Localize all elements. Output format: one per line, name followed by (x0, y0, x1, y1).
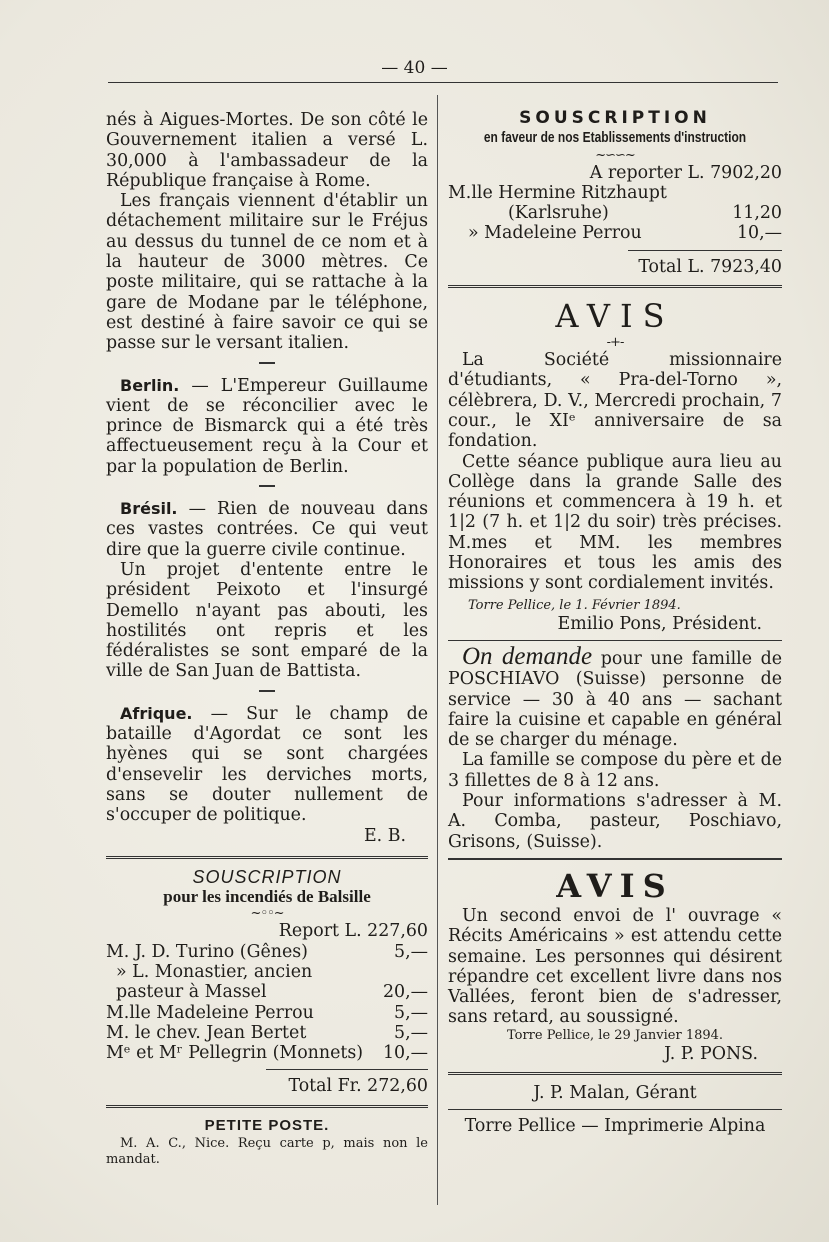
reporter-line: A reporter L. 7902,20 (589, 162, 782, 183)
afrique-text: — Sur le champ de bataille d'Agordat ce sont les hyènes qui se sont chargées d'ensevelir les derviches morts, sans se douter nullement de s'occuper de politique. (106, 703, 428, 826)
demande-paragraph-1 (448, 642, 782, 751)
entry-name: M.lle Madeleine Perrou (106, 1002, 314, 1023)
bresil-text: — Rien de nouveau dans ces vastes contrées. Ce qui veut dire que la guerre civile continue. (106, 499, 428, 560)
entry-name: » L. Monastier, ancien pasteur à Massel (116, 961, 313, 1003)
avis-paragraph-2: Cette séance publique aura lieu au Collège dans la grande Salle des réunions et commencera à 19 h. et 1|2 (7 h. et 1|2 du soir) très précises. M.mes et MM. les membres Honoraires et tous les amis des missions y sont cordialement invités. (448, 451, 782, 594)
list-item (448, 183, 782, 203)
imprimerie-line: Torre Pellice — Imprimerie Alpina (464, 1116, 766, 1137)
avis-signature: J. P. PONS. (664, 1043, 758, 1064)
avis-place-date: Torre Pellice, le 1. Février 1894. (468, 597, 681, 613)
avis-title: AVIS (555, 297, 675, 336)
entry-name: M. le chev. Jean Bertet (106, 1022, 307, 1043)
ornament: ~◦◦~ (250, 906, 284, 922)
list-item (448, 223, 782, 243)
total-rule (628, 250, 782, 251)
entry-name: M.lle Hermine Ritzhaupt (448, 182, 667, 203)
entry-amount: 11,20 (732, 203, 782, 224)
list-item (106, 962, 428, 1003)
avis-place-date: Torre Pellice, le 29 Janvier 1894. (506, 1027, 724, 1043)
avis-signature: Emilio Pons, Président. (557, 613, 762, 634)
entry-amount: 5,— (394, 1022, 428, 1043)
avis-paragraph-1: La Société missionnaire d'étudiants, « Pra-del-Torno », célèbrera, D. V., Mercredi prochain, 7 cour., le XIᵉ anniversaire de sa fondation. (448, 350, 782, 452)
list-item (106, 942, 428, 962)
report-line: Report L. 227,60 (278, 921, 428, 942)
signature: E. B. (363, 825, 406, 846)
berlin-text: — L'Empereur Guillaume vient de se réconcilier avec le prince de Bismarck qui a été très affectueusement reçu à la Cour et par la population de Berlin. (106, 375, 428, 477)
section-rule (448, 640, 782, 641)
demande-paragraph-2: La famille se compose du père et de 3 fillettes de 8 à 12 ans. (448, 750, 782, 791)
section-rule (448, 1109, 782, 1110)
total-line: Total Fr. 272,60 (288, 1076, 428, 1097)
gerant-line: J. P. Malan, Gérant (533, 1082, 697, 1103)
ornament: ~∽∽~ (595, 147, 635, 163)
entry-amount: 20,— (382, 982, 428, 1003)
section-rule (448, 285, 782, 288)
section-rule (106, 856, 428, 859)
demande-heading: On demande (462, 642, 593, 670)
entry-name: (Karlsruhe) (508, 203, 609, 224)
section-rule (448, 858, 782, 860)
berlin-article (106, 376, 428, 477)
petite-poste-title: PETITE POSTE. (204, 1116, 330, 1134)
bresil-paragraph-2: Un projet d'entente entre le président Peixoto et l'insurgé Demello n'ayant pas abouti, les hostilités ont repris et les fédéralistes se sont emparé de la ville de San Juan de Battista. (106, 559, 428, 682)
avis-title: AVIS (556, 866, 674, 905)
list-item (106, 1043, 428, 1063)
list-item (106, 1003, 428, 1023)
entry-amount: 5,— (394, 941, 428, 962)
ornament: -+- (606, 335, 624, 351)
souscription-subtitle: en faveur de nos Etablissements d'instruction (483, 129, 747, 147)
souscription-title: SOUSCRIPTION (192, 866, 342, 887)
demande-paragraph-3: Pour informations s'adresser à M. A. Comba, pasteur, Poschiavo, Grisons, (Suisse). (448, 791, 782, 852)
afrique-article (106, 704, 428, 826)
column-divider (437, 95, 438, 1205)
section-dash (259, 690, 275, 692)
entry-name: M. J. D. Turino (Gênes) (106, 941, 308, 962)
list-item (106, 1023, 428, 1043)
entry-name: » Madeleine Perrou (468, 223, 642, 244)
entry-amount: 5,— (394, 1002, 428, 1023)
total-line: Total L. 7923,40 (638, 256, 782, 277)
page-number: — 40 — (381, 58, 448, 78)
souscription-subtitle: pour les incendiés de Balsille (163, 887, 371, 907)
souscription-title: SOUSCRIPTION (519, 108, 711, 128)
entry-name: Mᵉ et Mʳ Pellegrin (Monnets) (106, 1043, 364, 1064)
list-item (448, 203, 782, 223)
left-column (106, 110, 428, 1168)
intro-paragraph-1: nés à Aigues-Mortes. De son côté le Gouvernement italien a versé L. 30,000 à l'ambassadeur de la République française à Rome. (106, 110, 428, 191)
petite-poste-text: M. A. C., Nice. Reçu carte p, mais non le mandat. (106, 1136, 428, 1168)
bresil-heading: Brésil. (120, 499, 178, 519)
intro-paragraph-2: Les français viennent d'établir un détachement militaire sur le Fréjus au dessus du tunnel de ce nom et à la hauteur de 3000 mètres. Ce poste militaire, qui se rattache à la gare de Modane par le téléphone, est destiné à faire savoir ce qui se passe sur le versant italien. (106, 191, 428, 354)
header-rule (108, 82, 778, 83)
entry-amount: 10,— (382, 1043, 428, 1064)
berlin-heading: Berlin. (120, 375, 180, 395)
section-rule (448, 1072, 782, 1075)
entry-amount: 10,— (736, 223, 782, 244)
total-rule (266, 1069, 428, 1070)
avis-text: Un second envoi de l' ouvrage « Récits Américains » est attendu cette semaine. Les personnes qui désirent répandre cet excellent livre dans nos Vallées, feront bien de s'adresser, sans retard, au soussigné. (448, 905, 782, 1028)
right-column (448, 108, 782, 1137)
section-dash (259, 362, 275, 364)
afrique-heading: Afrique. (120, 703, 193, 723)
section-rule (106, 1105, 428, 1108)
bresil-article (106, 499, 428, 560)
demande-text: pour une famille de POSCHIAVO (Suisse) personne de service — 30 à 40 ans — sachant faire la cuisine et capable en général de se charger du ménage. (448, 648, 782, 751)
section-dash (259, 485, 275, 487)
